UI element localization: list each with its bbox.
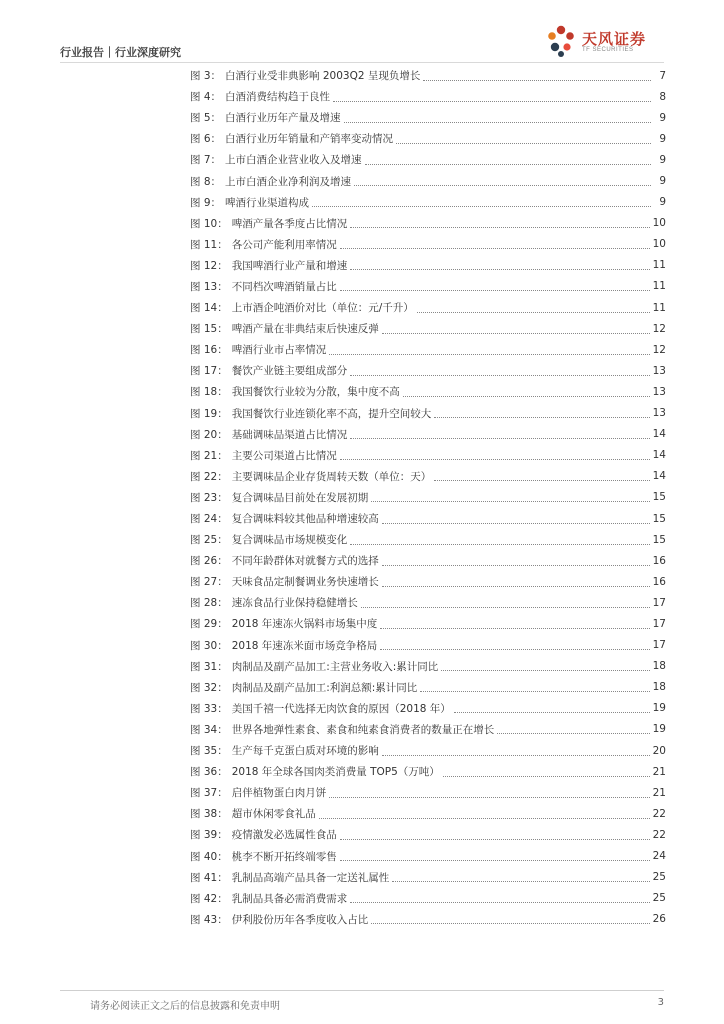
- toc-figure-number: 图 16：: [190, 344, 228, 357]
- toc-entry[interactable]: [190, 719, 666, 740]
- toc-figure-title: 天味食品定制餐调业务快速增长: [231, 576, 379, 589]
- toc-entry[interactable]: [190, 86, 666, 107]
- toc-entry[interactable]: [190, 571, 666, 592]
- toc-page-number: 10: [652, 217, 666, 230]
- toc-entry[interactable]: [190, 487, 666, 508]
- toc-dot-leader: [497, 732, 649, 734]
- toc-entry[interactable]: [190, 782, 666, 803]
- toc-dot-leader: [354, 184, 651, 186]
- toc-page-number: 17: [652, 639, 666, 652]
- toc-page-number: 12: [652, 343, 666, 356]
- toc-page-number: 8: [659, 90, 666, 103]
- toc-page-number: 18: [652, 660, 666, 673]
- toc-figure-title: 我国餐饮行业较为分散，集中度不高: [231, 386, 400, 399]
- toc-page-number: 9: [659, 111, 666, 124]
- toc-page-number: 15: [652, 491, 666, 504]
- toc-figure-number: 图 43：: [190, 913, 228, 926]
- toc-figure-title: 生产每千克蛋白质对环境的影响: [231, 745, 379, 758]
- footer-disclaimer: 请务必阅读正文之后的信息披露和免责申明: [90, 1001, 280, 1012]
- toc-dot-leader: [443, 775, 650, 777]
- toc-figure-title: 白酒行业受非典影响 2003Q2 呈现负增长: [225, 70, 421, 83]
- toc-figure-number: 图 19：: [190, 407, 228, 420]
- toc-dot-leader: [312, 205, 651, 207]
- toc-dot-leader: [382, 522, 650, 524]
- toc-figure-title: 乳制品高端产品具备一定送礼属性: [231, 871, 390, 884]
- toc-dot-leader: [417, 311, 650, 313]
- toc-dot-leader: [329, 796, 649, 798]
- toc-figure-title: 启伴植物蛋白肉月饼: [231, 787, 327, 800]
- toc-entry[interactable]: [190, 613, 666, 634]
- toc-entry[interactable]: [190, 550, 666, 571]
- toc-dot-leader: [340, 289, 650, 291]
- toc-figure-number: 图 39：: [190, 829, 228, 842]
- header-divider: [60, 62, 664, 63]
- toc-figure-title: 复合调味品市场规模变化: [231, 534, 348, 547]
- toc-dot-leader: [350, 226, 649, 228]
- toc-dot-leader: [340, 247, 650, 249]
- toc-page-number: 12: [652, 322, 666, 335]
- toc-figure-number: 图 42：: [190, 892, 228, 905]
- toc-dot-leader: [350, 437, 649, 439]
- toc-figure-number: 图 23：: [190, 491, 228, 504]
- toc-figure-title: 主要调味品企业存货周转天数（单位：天）: [231, 470, 432, 483]
- toc-page-number: 9: [659, 132, 666, 145]
- toc-page-number: 14: [652, 428, 666, 441]
- toc-figure-title: 各公司产能利用率情况: [231, 238, 337, 251]
- toc-dot-leader: [361, 606, 650, 608]
- toc-figure-title: 我国餐饮行业连锁化率不高，提升空间较大: [231, 407, 432, 420]
- toc-entry[interactable]: [190, 213, 666, 234]
- toc-figure-title: 世界各地弹性素食、素食和纯素食消费者的数量正在增长: [231, 723, 495, 736]
- toc-entry[interactable]: [190, 803, 666, 824]
- toc-figure-number: 图 14：: [190, 302, 228, 315]
- toc-entry[interactable]: [190, 677, 666, 698]
- toc-figure-title: 2018 年速冻火锅料市场集中度: [231, 618, 378, 631]
- toc-figure-number: 图 25：: [190, 534, 228, 547]
- toc-figure-title: 复合调味品目前处在发展初期: [231, 491, 369, 504]
- toc-dot-leader: [380, 648, 649, 650]
- toc-entry[interactable]: [190, 424, 666, 445]
- figure-list: [190, 65, 666, 930]
- toc-dot-leader: [350, 901, 649, 903]
- toc-dot-leader: [382, 585, 650, 587]
- toc-dot-leader: [340, 838, 650, 840]
- toc-figure-number: 图 9：: [190, 196, 222, 209]
- toc-figure-title: 伊利股份历年各季度收入占比: [231, 913, 369, 926]
- toc-figure-number: 图 37：: [190, 787, 228, 800]
- toc-figure-title: 我国啤酒行业产量和增速: [231, 259, 348, 272]
- toc-page-number: 13: [652, 385, 666, 398]
- toc-figure-number: 图 8：: [190, 175, 222, 188]
- toc-figure-number: 图 4：: [190, 91, 222, 104]
- toc-entry[interactable]: [190, 445, 666, 466]
- toc-page-number: 20: [652, 744, 666, 757]
- toc-figure-number: 图 35：: [190, 745, 228, 758]
- footer-divider: [60, 990, 664, 991]
- toc-page-number: 13: [652, 364, 666, 377]
- brand-name: 天风证券: [582, 30, 647, 48]
- toc-figure-number: 图 21：: [190, 449, 228, 462]
- toc-entry[interactable]: [190, 845, 666, 866]
- toc-dot-leader: [319, 817, 650, 819]
- toc-dot-leader: [420, 690, 649, 692]
- toc-entry[interactable]: [190, 529, 666, 550]
- toc-figure-title: 不同年龄群体对就餐方式的选择: [231, 555, 379, 568]
- toc-figure-title: 啤酒产量在非典结束后快速反弹: [231, 323, 379, 336]
- toc-figure-title: 疫情激发必选属性食品: [231, 829, 337, 842]
- toc-figure-title: 速冻食品行业保持稳健增长: [231, 597, 358, 610]
- toc-dot-leader: [371, 500, 649, 502]
- brand-logo-icon: [544, 24, 578, 58]
- toc-entry[interactable]: [190, 339, 666, 360]
- toc-dot-leader: [434, 416, 649, 418]
- toc-figure-title: 啤酒行业渠道构成: [225, 196, 310, 209]
- toc-dot-leader: [365, 163, 651, 165]
- toc-figure-number: 图 28：: [190, 597, 228, 610]
- toc-entry[interactable]: [190, 297, 666, 318]
- toc-page-number: 13: [652, 407, 666, 420]
- toc-figure-title: 乳制品具备必需消费需求: [231, 892, 348, 905]
- toc-figure-number: 图 33：: [190, 702, 228, 715]
- toc-entry[interactable]: [190, 149, 666, 170]
- toc-figure-number: 图 5：: [190, 112, 222, 125]
- toc-figure-number: 图 7：: [190, 154, 222, 167]
- toc-figure-number: 图 26：: [190, 555, 228, 568]
- toc-figure-number: 图 17：: [190, 365, 228, 378]
- toc-figure-title: 2018 年速冻米面市场竞争格局: [231, 639, 378, 652]
- toc-entry[interactable]: [190, 318, 666, 339]
- toc-dot-leader: [333, 100, 651, 102]
- toc-entry[interactable]: [190, 508, 666, 529]
- toc-figure-title: 上市白酒企业营业收入及增速: [225, 154, 362, 167]
- toc-figure-number: 图 3：: [190, 70, 222, 83]
- toc-figure-title: 啤酒行业市占率情况: [231, 344, 327, 357]
- toc-figure-title: 主要公司渠道占比情况: [231, 449, 337, 462]
- toc-dot-leader: [396, 142, 651, 144]
- toc-dot-leader: [350, 543, 649, 545]
- toc-entry[interactable]: [190, 128, 666, 149]
- toc-dot-leader: [350, 374, 649, 376]
- toc-entry[interactable]: [190, 276, 666, 297]
- toc-figure-number: 图 18：: [190, 386, 228, 399]
- toc-dot-leader: [434, 479, 649, 481]
- toc-figure-number: 图 36：: [190, 766, 228, 779]
- toc-page-number: 9: [659, 175, 666, 188]
- toc-page-number: 11: [652, 259, 666, 272]
- toc-figure-title: 白酒行业历年产量及增速: [225, 112, 341, 125]
- toc-entry[interactable]: [190, 234, 666, 255]
- report-category: 行业报告｜行业深度研究: [60, 46, 181, 59]
- toc-entry[interactable]: [190, 888, 666, 909]
- toc-dot-leader: [423, 79, 651, 81]
- toc-page-number: 11: [652, 280, 666, 293]
- toc-dot-leader: [340, 458, 650, 460]
- toc-figure-number: 图 32：: [190, 681, 228, 694]
- page-number: 3: [657, 997, 664, 1008]
- toc-figure-number: 图 40：: [190, 850, 228, 863]
- toc-figure-title: 不同档次啤酒销量占比: [231, 280, 337, 293]
- toc-page-number: 21: [652, 765, 666, 778]
- toc-figure-number: 图 30：: [190, 639, 228, 652]
- toc-figure-title: 超市休闲零食礼品: [231, 808, 316, 821]
- toc-entry[interactable]: [190, 65, 666, 86]
- toc-dot-leader: [382, 564, 650, 566]
- toc-page-number: 19: [652, 723, 666, 736]
- toc-entry[interactable]: [190, 403, 666, 424]
- toc-dot-leader: [382, 754, 650, 756]
- toc-page-number: 18: [652, 681, 666, 694]
- toc-entry[interactable]: [190, 107, 666, 128]
- page-header: [60, 30, 664, 62]
- toc-dot-leader: [329, 353, 649, 355]
- toc-entry[interactable]: [190, 170, 666, 191]
- toc-figure-number: 图 27：: [190, 576, 228, 589]
- toc-dot-leader: [403, 395, 650, 397]
- toc-figure-number: 图 10：: [190, 217, 228, 230]
- toc-page-number: 9: [659, 153, 666, 166]
- toc-entry[interactable]: [190, 909, 666, 930]
- toc-entry[interactable]: [190, 255, 666, 276]
- toc-dot-leader: [344, 121, 651, 123]
- toc-figure-number: 图 31：: [190, 660, 228, 673]
- toc-dot-leader: [340, 859, 650, 861]
- toc-figure-title: 上市白酒企业净利润及增速: [225, 175, 352, 188]
- brand-subtitle: TF SECURITIES: [582, 47, 634, 53]
- toc-page-number: 22: [652, 828, 666, 841]
- toc-figure-title: 基础调味品渠道占比情况: [231, 428, 348, 441]
- toc-dot-leader: [382, 332, 650, 334]
- toc-entry[interactable]: [190, 635, 666, 656]
- toc-dot-leader: [392, 880, 649, 882]
- toc-entry[interactable]: [190, 360, 666, 381]
- toc-page-number: 25: [652, 871, 666, 884]
- toc-figure-number: 图 13：: [190, 280, 228, 293]
- toc-figure-number: 图 34：: [190, 723, 228, 736]
- toc-figure-number: 图 41：: [190, 871, 228, 884]
- toc-page-number: 14: [652, 449, 666, 462]
- toc-figure-number: 图 20：: [190, 428, 228, 441]
- toc-page-number: 17: [652, 617, 666, 630]
- toc-entry[interactable]: [190, 824, 666, 845]
- toc-dot-leader: [380, 627, 649, 629]
- toc-page-number: 17: [652, 596, 666, 609]
- toc-entry[interactable]: [190, 592, 666, 613]
- toc-figure-title: 2018 年全球各国肉类消费量 TOP5（万吨）: [231, 766, 440, 779]
- toc-page-number: 16: [652, 575, 666, 588]
- toc-dot-leader: [350, 268, 649, 270]
- toc-dot-leader: [371, 922, 649, 924]
- toc-figure-number: 图 11：: [190, 238, 228, 251]
- toc-page-number: 15: [652, 533, 666, 546]
- toc-figure-number: 图 38：: [190, 808, 228, 821]
- toc-page-number: 26: [652, 913, 666, 926]
- toc-figure-title: 白酒行业历年销量和产销率变动情况: [225, 133, 394, 146]
- toc-figure-title: 肉制品及副产品加工:利润总额:累计同比: [231, 681, 418, 694]
- toc-dot-leader: [454, 711, 650, 713]
- toc-entry[interactable]: [190, 740, 666, 761]
- toc-figure-title: 白酒消费结构趋于良性: [225, 91, 331, 104]
- toc-entry[interactable]: [190, 698, 666, 719]
- toc-figure-number: 图 29：: [190, 618, 228, 631]
- toc-figure-title: 桃李不断开拓终端零售: [231, 850, 337, 863]
- toc-page-number: 10: [652, 238, 666, 251]
- toc-page-number: 7: [659, 69, 666, 82]
- toc-figure-title: 美国千禧一代选择无肉饮食的原因（2018 年）: [231, 702, 451, 715]
- toc-page-number: 14: [652, 470, 666, 483]
- toc-figure-title: 上市酒企吨酒价对比（单位：元/千升）: [231, 302, 414, 315]
- toc-figure-number: 图 24：: [190, 513, 228, 526]
- toc-entry[interactable]: [190, 656, 666, 677]
- toc-entry[interactable]: [190, 466, 666, 487]
- toc-figure-number: 图 22：: [190, 470, 228, 483]
- toc-page-number: 15: [652, 512, 666, 525]
- toc-entry[interactable]: [190, 192, 666, 213]
- toc-figure-title: 肉制品及副产品加工:主营业务收入:累计同比: [231, 660, 439, 673]
- toc-page-number: 19: [652, 702, 666, 715]
- toc-entry[interactable]: [190, 761, 666, 782]
- toc-page-number: 21: [652, 786, 666, 799]
- toc-page-number: 22: [652, 807, 666, 820]
- toc-page-number: 24: [652, 850, 666, 863]
- toc-page-number: 25: [652, 892, 666, 905]
- toc-entry[interactable]: [190, 867, 666, 888]
- toc-page-number: 9: [659, 196, 666, 209]
- toc-page-number: 11: [652, 301, 666, 314]
- toc-figure-number: 图 15：: [190, 323, 228, 336]
- toc-page-number: 16: [652, 554, 666, 567]
- brand-logo: [544, 24, 664, 62]
- toc-entry[interactable]: [190, 381, 666, 402]
- toc-figure-title: 复合调味料较其他品种增速较高: [231, 513, 379, 526]
- toc-figure-title: 餐饮产业链主要组成部分: [231, 365, 348, 378]
- toc-figure-number: 图 6：: [190, 133, 222, 146]
- toc-figure-number: 图 12：: [190, 259, 228, 272]
- toc-figure-title: 啤酒产量各季度占比情况: [231, 217, 348, 230]
- toc-dot-leader: [441, 669, 649, 671]
